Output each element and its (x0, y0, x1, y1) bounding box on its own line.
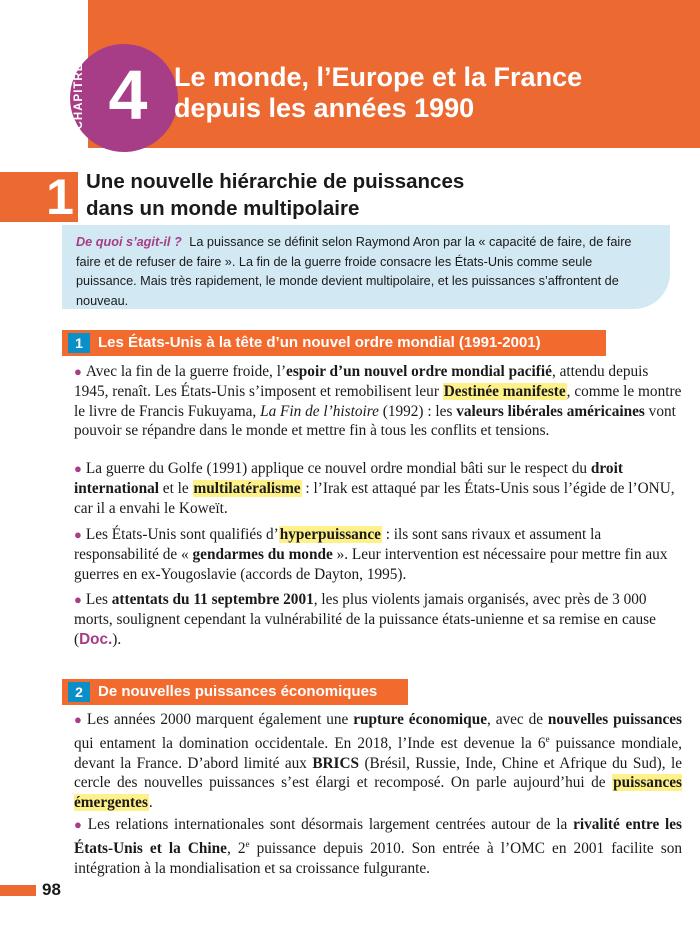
text: ). (112, 630, 122, 648)
chapter-title (174, 62, 694, 124)
intro-label: De quoi s’agit-il ? (76, 235, 182, 249)
text: , les plus violents jamais organisés, avec près de 3 000 morts, soulignent cependant la vulnérabilité de la puissance états-unienne et sa remise en cause ( (74, 591, 656, 648)
text: et le (158, 479, 193, 497)
superscript: e (545, 733, 550, 744)
subheading-1-number: 1 (68, 333, 90, 353)
bullet-icon: ● (74, 461, 82, 476)
chapter-label: CHAPITRE (73, 62, 85, 130)
subheading-1-title: Les États-Unis à la tête d’un nouvel ordre mondial (1991-2001) (98, 334, 541, 351)
paragraph-5 (74, 710, 682, 813)
text: ». Leur intervention est nécessaire pour mettre fin aux guerres en ex-Yougoslavie (accords de Dayton, 1995). (74, 545, 668, 583)
chapter-number: 4 (108, 56, 148, 134)
key-term: attentats du 11 septembre 2001 (111, 591, 314, 608)
intro-box (62, 225, 670, 309)
highlighted-term: puissances émergentes (74, 774, 682, 812)
key-term: BRICS (312, 754, 360, 772)
footer-bar (0, 885, 36, 896)
key-term: droit international (74, 460, 623, 497)
text: puissance mondiale, devant la France. D’abord limité aux (74, 734, 682, 772)
bullet-icon: ● (74, 527, 82, 542)
paragraph-6 (74, 815, 682, 878)
paragraph-2 (74, 459, 682, 518)
highlighted-term: hyperpuissance (279, 526, 381, 543)
text: La guerre du Golfe (1991) applique ce nouvel ordre mondial bâti sur le respect du (85, 460, 591, 477)
text: qui entament la domination occidentale. En 2018, l’Inde est devenue la 6 (74, 734, 546, 752)
section-title (86, 168, 646, 222)
superscript: e (245, 838, 250, 849)
doc-reference-link[interactable]: Doc. (79, 630, 113, 648)
key-term: espoir d’un nouvel ordre mondial pacifié (286, 363, 552, 380)
section-number: 1 (46, 169, 74, 225)
text: (1992) : les (378, 402, 457, 420)
chapter-title-line1: Le monde, l’Europe et la France (174, 62, 583, 92)
text: , 2 (226, 839, 246, 857)
section-title-line2: dans un monde multipolaire (86, 197, 360, 220)
subheading-2-title: De nouvelles puissances économiques (98, 683, 378, 700)
key-term: rupture économique (353, 711, 487, 728)
intro-text: La puissance se définit selon Raymond Aron par la « capacité de faire, de faire faire et de refuser de faire ». La fin de la guerre froide consacre les États-Unis comme seule puissance. Mais très rapidement, le monde devient multipolaire, et les puissances s’affrontent de nouveau. (76, 235, 632, 308)
highlighted-term: Destinée manifeste (443, 382, 566, 400)
page-number: 98 (42, 880, 61, 899)
paragraph-4 (74, 590, 682, 649)
subheading-2 (62, 679, 408, 705)
bullet-icon: ● (74, 712, 83, 727)
subheading-2-number: 2 (68, 682, 90, 702)
paragraph-3 (74, 525, 682, 584)
bullet-icon: ● (74, 592, 82, 607)
text: : l’Irak est attaqué par les États-Unis sous l’égide de l’ONU, car il a envahi le Koweït. (74, 479, 675, 517)
text: Les relations internationales sont désormais largement centrées autour de la (87, 816, 574, 833)
text: , comme le montre le livre de Francis Fukuyama, (74, 382, 682, 420)
text: . (148, 794, 153, 812)
bullet-icon: ● (74, 364, 82, 379)
text: Avec la fin de la guerre froide, l’ (85, 363, 287, 380)
bullet-icon: ● (74, 817, 84, 832)
text: Les États-Unis sont qualifiés d’ (85, 526, 279, 543)
highlighted-term: multilatéralisme (193, 479, 301, 497)
paragraph-1 (74, 362, 682, 441)
key-term: valeurs libérales américaines (456, 402, 645, 420)
key-term: gendarmes du monde (192, 545, 333, 563)
text: vont pouvoir se répandre dans le monde et mettre fin à tous les conflits et tensions. (74, 402, 676, 440)
text: Les (85, 591, 112, 608)
text: : ils sont sans rivaux et assument la responsabilité de « (74, 526, 602, 563)
key-term: rivalité entre les États-Unis et la Chine (74, 816, 682, 857)
text: puissance depuis 2010. Son entrée à l’OMC en 2001 facilite son intégration à la mondialisation et sa croissance fulgurante. (74, 839, 683, 877)
text: (Brésil, Russie, Inde, Chine et Afrique du Sud), le cercle des nouvelles puissances s’est élargi et recomposé. On parle aujourd’hui de (74, 754, 682, 792)
section-title-line1: Une nouvelle hiérarchie de puissances (86, 170, 465, 193)
key-term: nouvelles puissances (547, 711, 683, 728)
book-title: La Fin de l’histoire (260, 402, 379, 420)
chapter-title-line2: depuis les années 1990 (174, 93, 475, 123)
text: , avec de (487, 711, 548, 728)
subheading-1 (62, 330, 606, 356)
text: , attendu depuis 1945, renaît. Les États-Unis s’imposent et remobilisent leur (74, 363, 649, 400)
text: Les années 2000 marquent également une (86, 711, 354, 728)
